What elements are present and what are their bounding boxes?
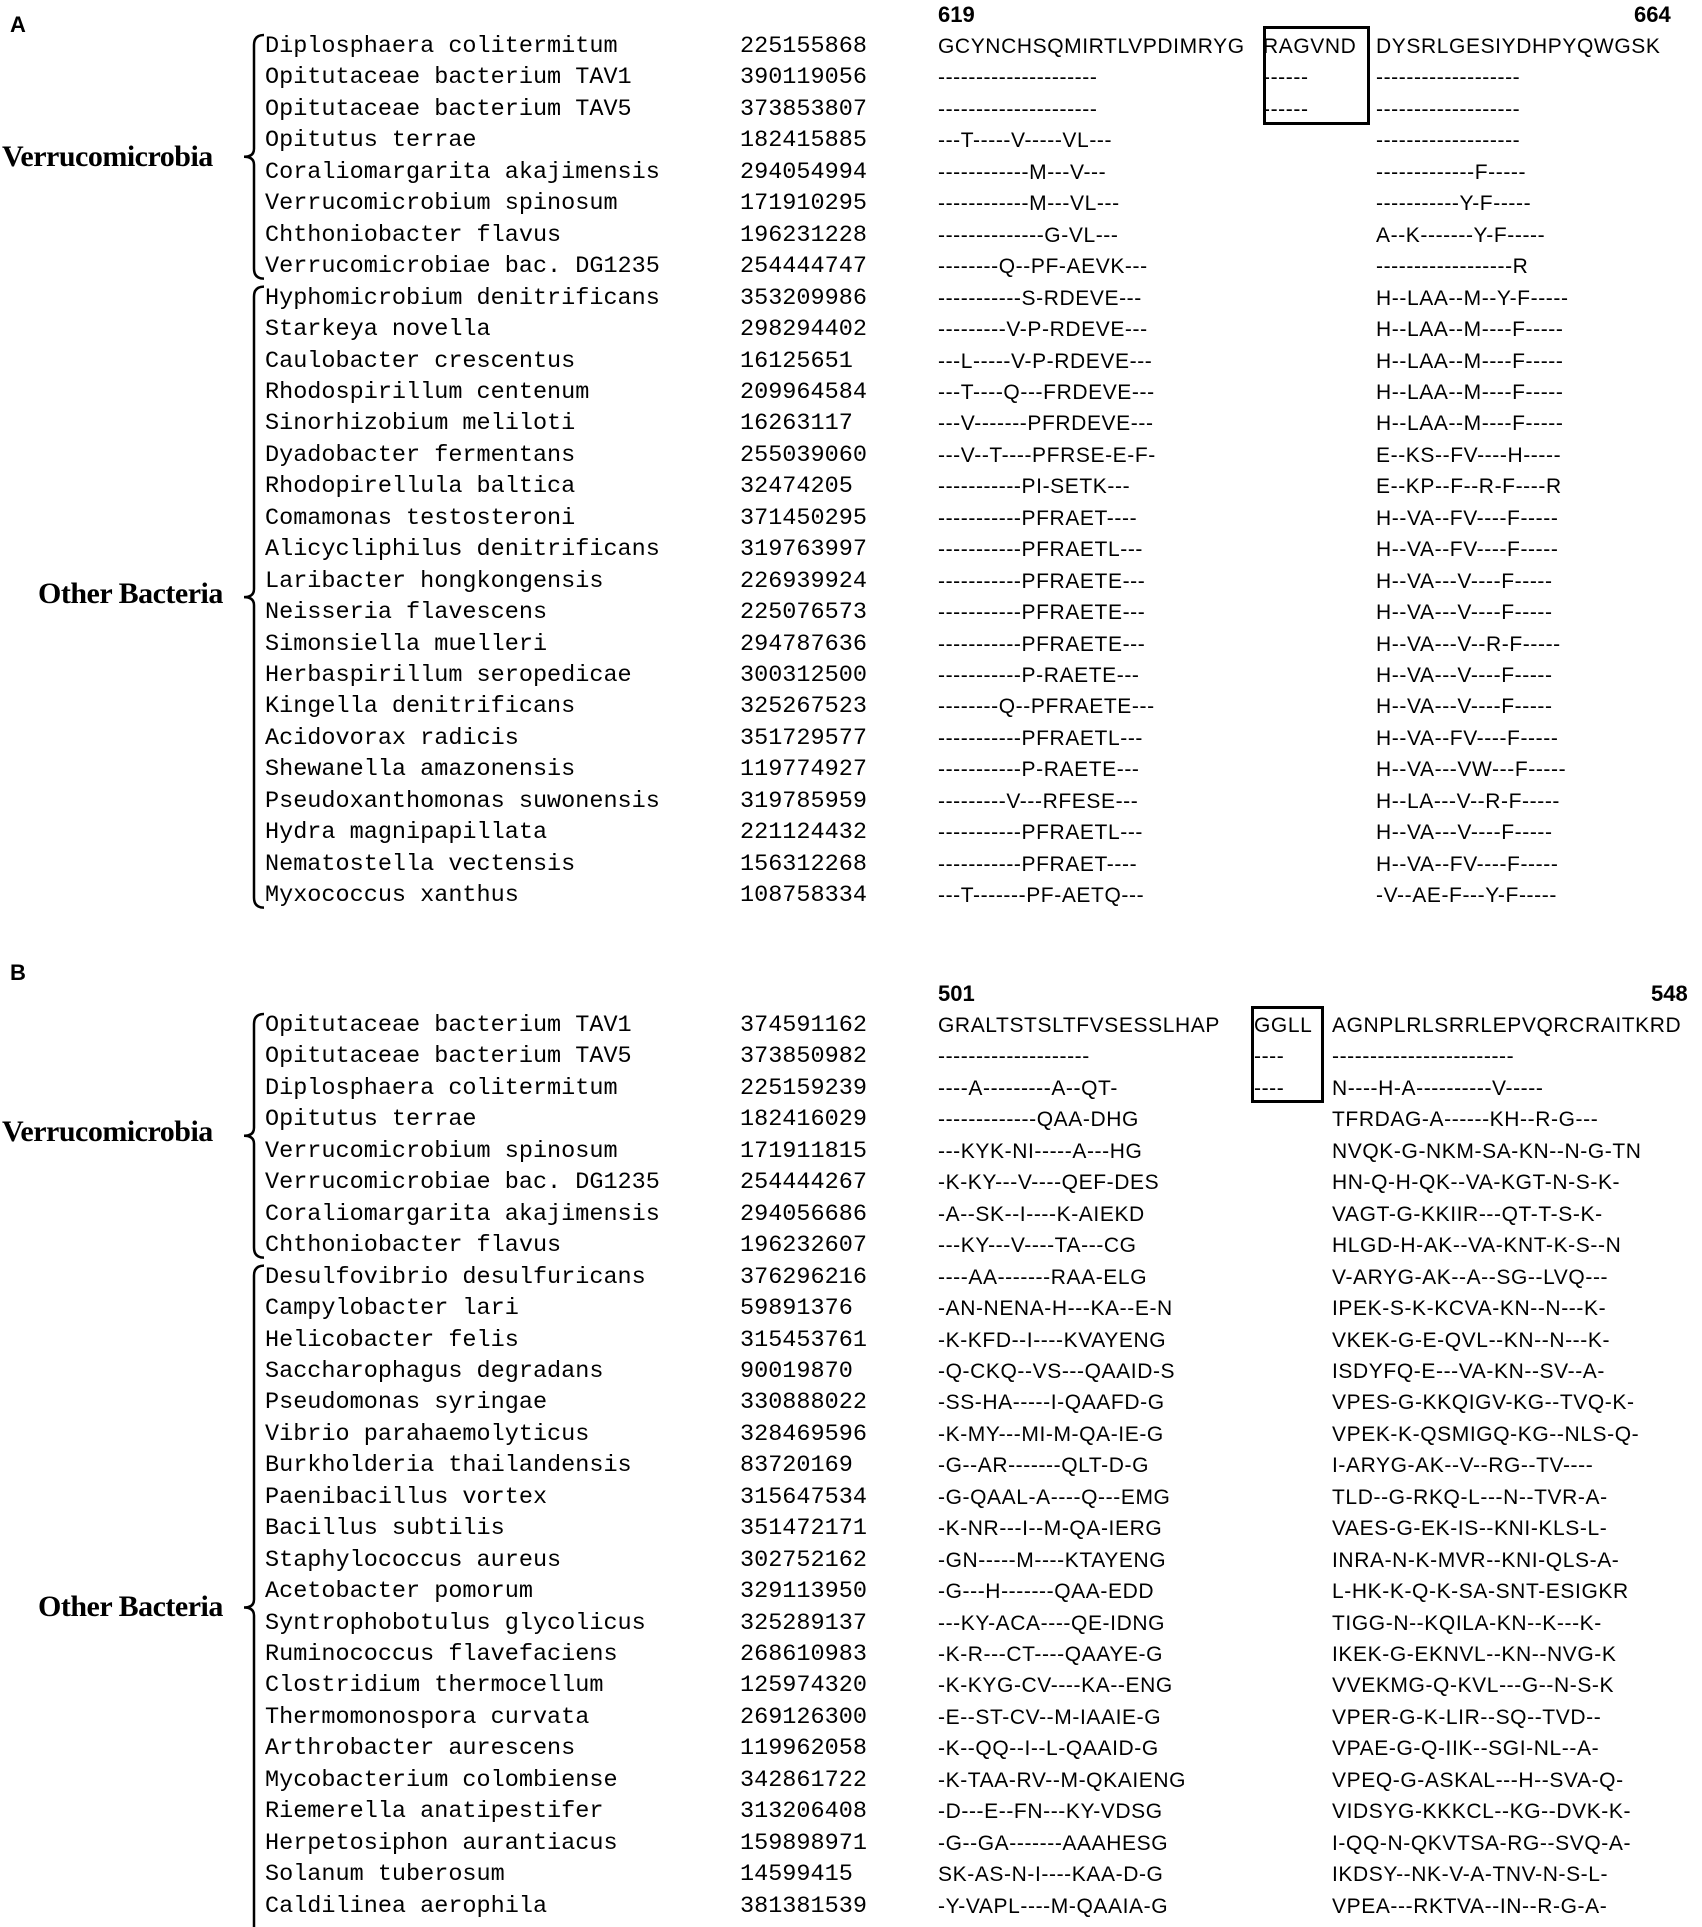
species-name: Rhodopirellula baltica [265, 473, 576, 501]
sequence-right: IKDSY--NK-V-A-TNV-N-S-L- [1332, 1863, 1609, 1887]
group-label-verrucomicrobia: Verrucomicrobia [2, 140, 213, 173]
gi-number: 171910295 [740, 190, 867, 218]
species-name: Chthoniobacter flavus [265, 221, 562, 249]
species-name: Opitutaceae bacterium TAV5 [265, 1043, 632, 1071]
gi-number: 225155868 [740, 33, 867, 60]
gi-number: 373853807 [740, 95, 867, 123]
sequence-left: ---KY---V----TA---CG [938, 1234, 1137, 1258]
gi-number: 221124432 [740, 819, 867, 847]
sequence-left: ---V-------PFRDEVE--- [938, 412, 1154, 436]
sequence-right: H--VA--FV----F----- [1376, 726, 1559, 750]
species-name: Myxococcus xanthus [265, 882, 519, 910]
sequence-right: H--LAA--M----F----- [1376, 349, 1564, 373]
sequence-boxed: RAGVND [1263, 35, 1357, 58]
sequence-left: ---------V-P-RDEVE--- [938, 318, 1148, 342]
sequence-right: H--LA---V--R-F----- [1376, 789, 1561, 813]
indel-box [1251, 1006, 1324, 1103]
sequence-left: --------Q--PF-AEVK--- [938, 255, 1148, 279]
species-name: Solanum tuberosum [265, 1861, 505, 1889]
sequence-right: TLD--G-RKQ-L---N--TVR-A- [1332, 1485, 1608, 1509]
gi-number: 325289137 [740, 1609, 867, 1637]
species-name: Desulfovibrio desulfuricans [265, 1263, 646, 1291]
sequence-left: ------------M---VL--- [938, 192, 1120, 216]
gi-number: 302752162 [740, 1546, 867, 1574]
sequence-right: DYSRLGESIYDHPYQWGSK [1376, 35, 1661, 58]
group-label-other-bacteria: Other Bacteria [38, 577, 223, 610]
gi-number: 376296216 [740, 1263, 867, 1291]
sequence-left: -----------P-RAETE--- [938, 758, 1140, 782]
species-name: Hydra magnipapillata [265, 819, 548, 847]
sequence-right: H--VA---V----F----- [1376, 821, 1553, 845]
species-name: Campylobacter lari [265, 1295, 519, 1323]
sequence-left: -G--AR-------QLT-D-G [938, 1454, 1150, 1478]
sequence-right: VPEQ-G-ASKAL---H--SVA-Q- [1332, 1768, 1624, 1792]
species-name: Thermomonospora curvata [265, 1703, 590, 1731]
species-name: Starkeya novella [265, 316, 491, 344]
species-name: Alicycliphilus denitrificans [265, 536, 660, 564]
gi-number: 269126300 [740, 1703, 867, 1731]
sequence-right: ------------------- [1376, 97, 1521, 121]
sequence-right: VAGT-G-KKIIR---QT-T-S-K- [1332, 1202, 1603, 1226]
sequence-left: -G---H-------QAA-EDD [938, 1580, 1155, 1604]
panel-label: A [10, 12, 26, 37]
gi-number: 255039060 [740, 441, 867, 469]
sequence-left: -SS-HA-----I-QAAFD-G [938, 1391, 1165, 1415]
species-name: Comamonas testosteroni [265, 504, 576, 532]
sequence-left: ---KY-ACA----QE-IDNG [938, 1611, 1166, 1635]
gi-number: 319763997 [740, 536, 867, 564]
gi-number: 342861722 [740, 1766, 867, 1794]
sequence-right: HN-Q-H-QK--VA-KGT-N-S-K- [1332, 1171, 1621, 1195]
end-position: 664 [1634, 2, 1671, 27]
group-brace [244, 287, 264, 908]
sequence-boxed: ---- [1254, 1045, 1285, 1069]
species-name: Burkholderia thailandensis [265, 1452, 632, 1480]
gi-number: 313206408 [740, 1798, 867, 1826]
sequence-left: -E--ST-CV--M-IAAIE-G [938, 1705, 1162, 1729]
species-name: Sinorhizobium meliloti [265, 410, 576, 438]
sequence-right: H--LAA--M----F----- [1376, 318, 1564, 342]
gi-number: 225159239 [740, 1074, 867, 1102]
gi-number: 226939924 [740, 567, 867, 595]
sequence-right: VPAE-G-Q-IIK--SGI-NL--A- [1332, 1737, 1600, 1761]
sequence-left: -D---E--FN---KY-VDSG [938, 1800, 1163, 1824]
gi-number: 373850982 [740, 1043, 867, 1071]
species-name: Verrucomicrobiae bac. DG1235 [265, 1169, 660, 1197]
species-name: Saccharophagus degradans [265, 1357, 604, 1385]
sequence-right: VPEA---RKTVA--IN--R-G-A- [1332, 1894, 1608, 1918]
start-position: 619 [938, 2, 975, 27]
sequence-left: -----------S-RDEVE--- [938, 286, 1142, 310]
gi-number: 119962058 [740, 1735, 867, 1763]
sequence-left: -G-QAAL-A----Q---EMG [938, 1485, 1171, 1509]
gi-number: 171911815 [740, 1137, 867, 1165]
gi-number: 209964584 [740, 378, 867, 406]
species-name: Mycobacterium colombiense [265, 1766, 618, 1794]
gi-number: 294056686 [740, 1200, 867, 1228]
gi-number: 374591162 [740, 1012, 867, 1039]
sequence-boxed: ------ [1263, 66, 1309, 90]
sequence-left: -Q-CKQ--VS---QAAID-S [938, 1359, 1176, 1383]
sequence-left: -K-TAA-RV--M-QKAIENG [938, 1768, 1187, 1792]
species-name: Verrucomicrobiae bac. DG1235 [265, 253, 660, 281]
gi-number: 390119056 [740, 64, 867, 92]
species-name: Chthoniobacter flavus [265, 1232, 562, 1260]
sequence-boxed: ------ [1263, 97, 1309, 121]
sequence-right: VVEKMG-Q-KVL---G--N-S-K [1332, 1674, 1615, 1698]
species-name: Helicobacter felis [265, 1326, 519, 1354]
gi-number: 16125651 [740, 347, 853, 375]
gi-number: 32474205 [740, 473, 853, 501]
species-name: Nematostella vectensis [265, 850, 576, 878]
species-name: Simonsiella muelleri [265, 630, 548, 658]
sequence-right: H--LAA--M--Y-F----- [1376, 286, 1569, 310]
species-name: Syntrophobotulus glycolicus [265, 1609, 646, 1637]
gi-number: 254444747 [740, 253, 867, 281]
gi-number: 351729577 [740, 724, 867, 752]
sequence-right: E--KS--FV----H----- [1376, 443, 1562, 467]
gi-number: 319785959 [740, 787, 867, 815]
species-name: Herbaspirillum seropedicae [265, 662, 632, 689]
sequence-right: -----------Y-F----- [1376, 192, 1532, 216]
sequence-right: V-ARYG-AK--A--SG--LVQ--- [1332, 1265, 1609, 1289]
sequence-right: H--VA--FV----F----- [1376, 538, 1559, 562]
species-name: Verrucomicrobium spinosum [265, 1137, 618, 1165]
group-braces [240, 960, 270, 1927]
sequence-right: N----H-A----------V----- [1332, 1076, 1544, 1100]
sequence-left: ---KYK-NI-----A---HG [938, 1139, 1143, 1163]
gi-number: 294054994 [740, 158, 867, 186]
sequence-left: GRALTSTSLTFVSESSLHAP [938, 1014, 1220, 1037]
species-name: Herpetosiphon aurantiacus [265, 1829, 618, 1857]
sequence-left: -----------PFRAET---- [938, 506, 1138, 530]
gi-number: 371450295 [740, 504, 867, 532]
sequence-left: -----------PFRAET---- [938, 852, 1138, 876]
species-name: Paenibacillus vortex [265, 1483, 548, 1511]
species-name: Coraliomargarita akajimensis [265, 158, 660, 186]
species-name: Arthrobacter aurescens [265, 1735, 576, 1763]
sequence-right: ------------------- [1376, 129, 1521, 153]
sequence-left: --------------------- [938, 66, 1098, 90]
gi-number: 294787636 [740, 630, 867, 658]
sequence-left: ----AA-------RAA-ELG [938, 1265, 1148, 1289]
sequence-right: I-QQ-N-QKVTSA-RG--SVQ-A- [1332, 1831, 1632, 1855]
species-name: Neisseria flavescens [265, 599, 548, 627]
gi-number: 90019870 [740, 1357, 853, 1385]
sequence-left: ---L-----V-P-RDEVE--- [938, 349, 1153, 373]
sequence-left: -K--QQ--I--L-QAAID-G [938, 1737, 1159, 1761]
gi-number: 59891376 [740, 1295, 853, 1323]
sequence-right: IPEK-S-K-KCVA-KN--N---K- [1332, 1297, 1607, 1321]
sequence-right: H--VA---V----F----- [1376, 601, 1553, 625]
species-name: Kingella denitrificans [265, 693, 576, 721]
species-name: Caldilinea aerophila [265, 1892, 548, 1920]
species-name: Staphylococcus aureus [265, 1546, 562, 1574]
gi-number: 196232607 [740, 1232, 867, 1260]
gi-number: 14599415 [740, 1861, 853, 1889]
species-name: Bacillus subtilis [265, 1515, 505, 1543]
gi-number: 159898971 [740, 1829, 867, 1857]
group-brace [244, 1266, 264, 1927]
sequence-right: TFRDAG-A------KH--R-G--- [1332, 1108, 1599, 1132]
sequence-right: H--VA---V--R-F----- [1376, 632, 1561, 656]
sequence-right: H--LAA--M----F----- [1376, 380, 1564, 404]
sequence-left: -GN-----M----KTAYENG [938, 1548, 1167, 1572]
gi-number: 182416029 [740, 1106, 867, 1134]
species-name: Pseudoxanthomonas suwonensis [265, 787, 660, 815]
sequence-right: A--K-------Y-F----- [1376, 223, 1546, 247]
sequence-right: AGNPLRLSRRLEPVQRCRAITKRD [1332, 1014, 1682, 1037]
species-name: Coraliomargarita akajimensis [265, 1200, 660, 1228]
group-brace [244, 35, 264, 279]
species-name: Ruminococcus flavefaciens [265, 1641, 618, 1668]
sequence-left: -----------PI-SETK--- [938, 475, 1131, 499]
species-name: Riemerella anatipestifer [265, 1798, 604, 1826]
species-name: Diplosphaera colitermitum [265, 1074, 618, 1102]
species-name: Diplosphaera colitermitum [265, 33, 618, 60]
group-brace [244, 1014, 264, 1258]
group-braces [240, 0, 270, 960]
sequence-right: -------------F----- [1376, 160, 1527, 184]
gi-number: 325267523 [740, 693, 867, 721]
panel-b [0, 960, 1702, 1927]
group-label-verrucomicrobia: Verrucomicrobia [2, 1115, 213, 1148]
sequence-right: VPER-G-K-LIR--SQ--TVD-- [1332, 1705, 1602, 1729]
species-name: Caulobacter crescentus [265, 347, 576, 375]
sequence-right: E--KP--F--R-F----R [1376, 475, 1562, 499]
indel-box [1263, 26, 1370, 125]
sequence-right: H--LAA--M----F----- [1376, 412, 1564, 436]
sequence-right: L-HK-K-Q-K-SA-SNT-ESIGKR [1332, 1580, 1629, 1604]
sequence-left: GCYNCHSQMIRTLVPDIMRYG [938, 35, 1245, 58]
gi-number: 330888022 [740, 1389, 867, 1417]
sequence-right: VAES-G-EK-IS--KNI-KLS-L- [1332, 1517, 1608, 1541]
sequence-right: VPEK-K-QSMIGQ-KG--NLS-Q- [1332, 1422, 1640, 1446]
gi-number: 298294402 [740, 316, 867, 344]
sequence-right: HLGD-H-AK--VA-KNT-K-S--N [1332, 1234, 1622, 1258]
species-name: Dyadobacter fermentans [265, 441, 576, 469]
gi-number: 254444267 [740, 1169, 867, 1197]
species-name: Verrucomicrobium spinosum [265, 190, 618, 218]
sequence-boxed: GGLL [1254, 1014, 1313, 1037]
gi-number: 156312268 [740, 850, 867, 878]
sequence-left: -K-R---CT----QAAYE-G [938, 1643, 1164, 1666]
sequence-right: TIGG-N--KQILA-KN--K---K- [1332, 1611, 1602, 1635]
sequence-right: VKEK-G-E-QVL--KN--N---K- [1332, 1328, 1611, 1352]
gi-number: 351472171 [740, 1515, 867, 1543]
end-position: 548 [1651, 981, 1688, 1006]
gi-number: 329113950 [740, 1578, 867, 1606]
species-name: Hyphomicrobium denitrificans [265, 284, 660, 312]
sequence-right: ------------------R [1376, 255, 1529, 279]
gi-number: 16263117 [740, 410, 853, 438]
species-name: Pseudomonas syringae [265, 1389, 548, 1417]
species-name: Acidovorax radicis [265, 724, 519, 752]
sequence-right: NVQK-G-NKM-SA-KN--N-G-TN [1332, 1139, 1642, 1163]
sequence-right: H--VA---V----F----- [1376, 695, 1553, 719]
sequence-right: ------------------------ [1332, 1045, 1515, 1069]
species-name: Opitutaceae bacterium TAV5 [265, 95, 632, 123]
sequence-left: -AN-NENA-H---KA--E-N [938, 1297, 1173, 1321]
gi-number: 225076573 [740, 599, 867, 627]
gi-number: 353209986 [740, 284, 867, 312]
species-name: Clostridium thermocellum [265, 1672, 604, 1700]
gi-number: 119774927 [740, 756, 867, 784]
gi-number: 315647534 [740, 1483, 867, 1511]
start-position: 501 [938, 981, 975, 1006]
sequence-left: -----------PFRAETE--- [938, 632, 1146, 656]
gi-number: 196231228 [740, 221, 867, 249]
gi-number: 182415885 [740, 127, 867, 155]
sequence-left: -A--SK--I----K-AIEKD [938, 1202, 1145, 1226]
sequence-left: -Y-VAPL----M-QAAIA-G [938, 1894, 1169, 1918]
sequence-left: -K-MY---MI-M-QA-IE-G [938, 1422, 1164, 1446]
sequence-left: --------------------- [938, 97, 1098, 121]
sequence-right: INRA-N-K-MVR--KNI-QLS-A- [1332, 1548, 1620, 1572]
sequence-left: -----------PFRAETL--- [938, 821, 1144, 845]
species-name: Rhodospirillum centenum [265, 378, 590, 406]
gi-number: 381381539 [740, 1892, 867, 1920]
species-name: Shewanella amazonensis [265, 756, 576, 784]
sequence-boxed: ---- [1254, 1076, 1285, 1100]
sequence-left: --------Q--PFRAETE--- [938, 695, 1155, 719]
panel-a [0, 0, 1702, 960]
sequence-left: -------------QAA-DHG [938, 1108, 1139, 1132]
gi-number: 328469596 [740, 1420, 867, 1448]
sequence-right: H--VA--FV----F----- [1376, 852, 1559, 876]
species-name: Opitutaceae bacterium TAV1 [265, 1012, 632, 1039]
sequence-left: -----------P-RAETE--- [938, 664, 1140, 687]
sequence-right: H--VA---V----F----- [1376, 569, 1553, 593]
gi-number: 300312500 [740, 662, 867, 689]
sequence-right: IKEK-G-EKNVL--KN--NVG-K [1332, 1643, 1617, 1666]
sequence-left: ---------V---RFESE--- [938, 789, 1139, 813]
sequence-left: SK-AS-N-I----KAA-D-G [938, 1863, 1164, 1887]
sequence-right: VIDSYG-KKKCL--KG--DVK-K- [1332, 1800, 1632, 1824]
sequence-right: I-ARYG-AK--V--RG--TV---- [1332, 1454, 1594, 1478]
panel-label: B [10, 960, 26, 985]
gi-number: 108758334 [740, 882, 867, 910]
gi-number: 315453761 [740, 1326, 867, 1354]
species-name: Laribacter hongkongensis [265, 567, 604, 595]
sequence-left: -K-KYG-CV----KA--ENG [938, 1674, 1173, 1698]
species-name: Opitutus terrae [265, 1106, 477, 1134]
sequence-right: H--VA--FV----F----- [1376, 506, 1559, 530]
sequence-left: ------------M---V--- [938, 160, 1107, 184]
sequence-right: H--VA---V----F----- [1376, 664, 1553, 687]
sequence-left: --------------G-VL--- [938, 223, 1119, 247]
gi-number: 125974320 [740, 1672, 867, 1700]
gi-number: 83720169 [740, 1452, 853, 1480]
sequence-left: -----------PFRAETE--- [938, 569, 1146, 593]
sequence-right: VPES-G-KKQIGV-KG--TVQ-K- [1332, 1391, 1635, 1415]
sequence-left: -------------------- [938, 1045, 1090, 1069]
sequence-left: -K-KY---V----QEF-DES [938, 1171, 1160, 1195]
sequence-left: -K-KFD--I----KVAYENG [938, 1328, 1167, 1352]
sequence-left: ----A---------A--QT- [938, 1076, 1118, 1100]
sequence-right: H--VA---VW---F----- [1376, 758, 1567, 782]
species-name: Opitutaceae bacterium TAV1 [265, 64, 632, 92]
sequence-right: -V--AE-F---Y-F----- [1376, 884, 1557, 908]
sequence-left: -----------PFRAETE--- [938, 601, 1146, 625]
sequence-left: -K-NR---I--M-QA-IERG [938, 1517, 1163, 1541]
sequence-right: ------------------- [1376, 66, 1521, 90]
sequence-left: -----------PFRAETL--- [938, 538, 1144, 562]
sequence-right: ISDYFQ-E---VA-KN--SV--A- [1332, 1359, 1606, 1383]
sequence-left: -----------PFRAETL--- [938, 726, 1144, 750]
sequence-left: -G--GA-------AAAHESG [938, 1831, 1169, 1855]
sequence-left: ---T-------PF-AETQ--- [938, 884, 1145, 908]
species-name: Vibrio parahaemolyticus [265, 1420, 590, 1448]
sequence-left: ---T----Q---FRDEVE--- [938, 380, 1155, 404]
gi-number: 268610983 [740, 1641, 867, 1668]
sequence-left: ---T-----V-----VL--- [938, 129, 1113, 153]
sequence-left: ---V--T----PFRSE-E-F- [938, 443, 1156, 467]
group-label-other-bacteria: Other Bacteria [38, 1590, 223, 1623]
species-name: Acetobacter pomorum [265, 1578, 533, 1606]
species-name: Opitutus terrae [265, 127, 477, 155]
